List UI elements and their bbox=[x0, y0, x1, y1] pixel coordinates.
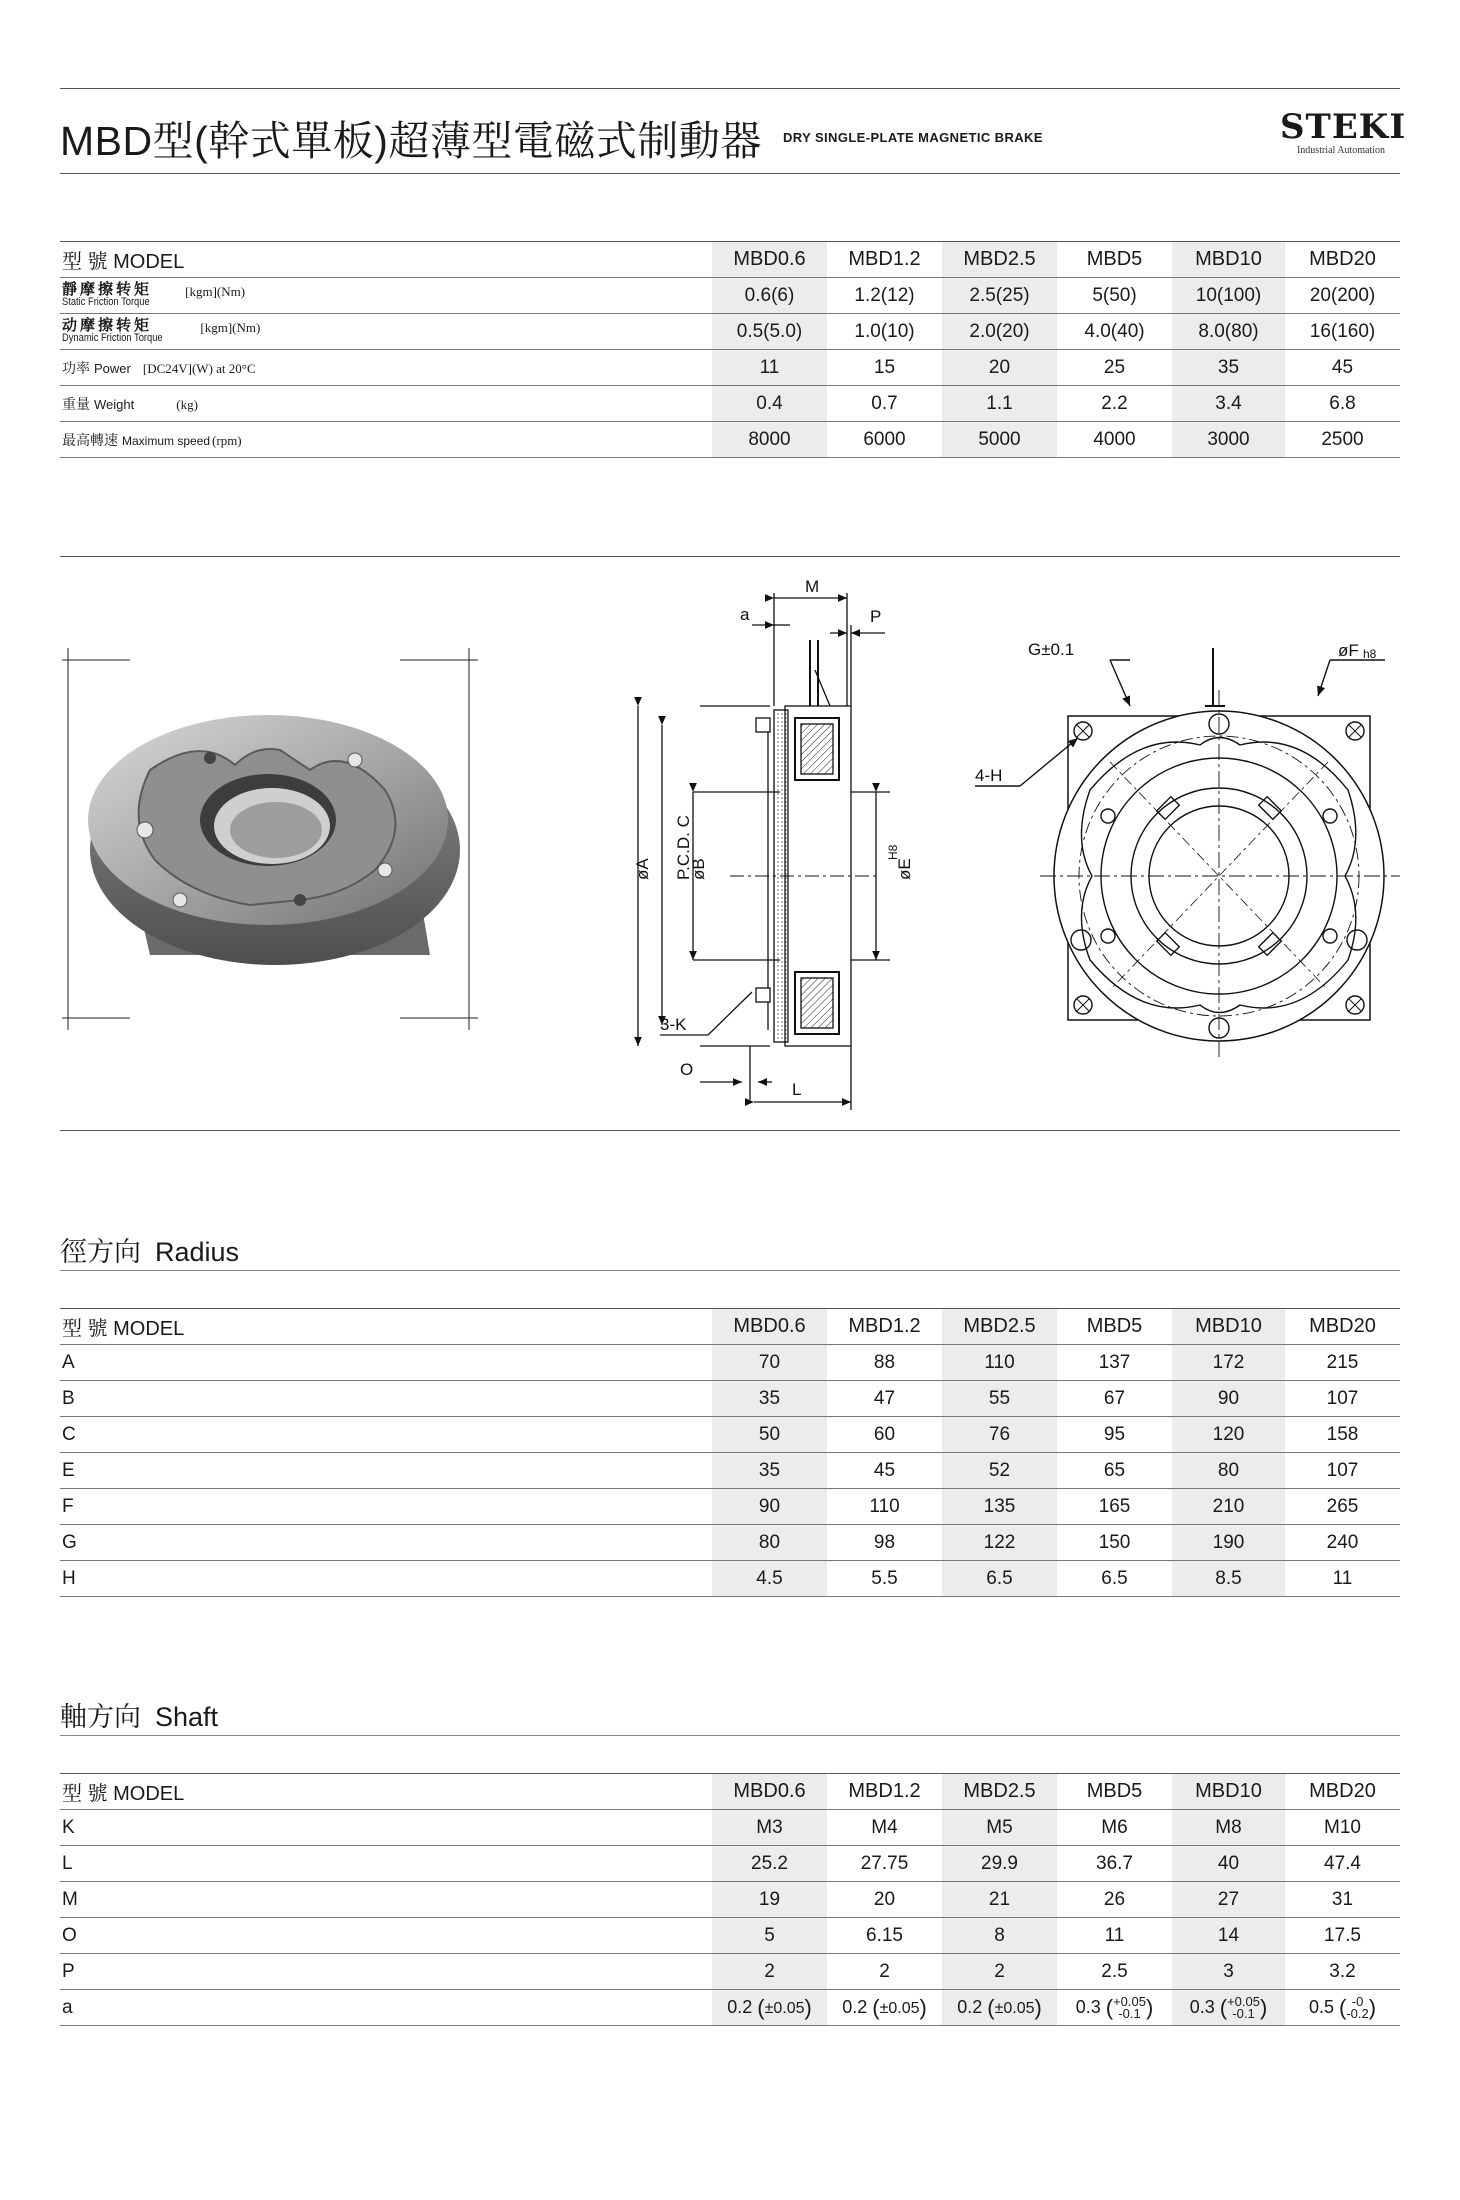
spec-label-cn: 最高轉速 bbox=[62, 431, 118, 448]
shaft-title-rule bbox=[60, 1735, 1400, 1736]
value-cell: 2 bbox=[942, 1954, 1057, 1990]
value-cell: 35 bbox=[712, 1453, 827, 1489]
value-cell: 4.5 bbox=[712, 1561, 827, 1597]
value-cell: 27.75 bbox=[827, 1846, 942, 1882]
value-cell: 31 bbox=[1285, 1882, 1400, 1918]
dimension-label: K bbox=[60, 1810, 712, 1846]
front-view-drawing bbox=[975, 648, 1400, 1060]
dim-label-p: P bbox=[870, 607, 882, 626]
model-name-cell: MBD0.6 bbox=[712, 242, 827, 278]
value-cell: 1.2(12) bbox=[827, 278, 942, 314]
radius-table bbox=[60, 1308, 1400, 1597]
value-cell: 215 bbox=[1285, 1345, 1400, 1381]
value-cell: 20 bbox=[942, 350, 1057, 386]
value-cell: 70 bbox=[712, 1345, 827, 1381]
model-name-cell: MBD2.5 bbox=[942, 242, 1057, 278]
dim-label-e-dia: øE bbox=[895, 858, 914, 880]
value-cell: 8.5 bbox=[1172, 1561, 1285, 1597]
value-cell: 65 bbox=[1057, 1453, 1172, 1489]
model-header-cell bbox=[60, 1774, 712, 1810]
spec-label-cn: 重量 bbox=[62, 395, 90, 412]
spec-label-stack bbox=[62, 280, 165, 308]
value-cell: 5.5 bbox=[827, 1561, 942, 1597]
value-cell: 6.5 bbox=[1057, 1561, 1172, 1597]
dim-label-l: L bbox=[792, 1080, 802, 1099]
model-name-cell: MBD20 bbox=[1285, 1309, 1400, 1345]
spec-unit: [kgm](Nm) bbox=[200, 319, 261, 335]
model-name-cell: MBD1.2 bbox=[827, 1309, 942, 1345]
table-row bbox=[60, 1846, 1400, 1882]
value-cell: M6 bbox=[1057, 1810, 1172, 1846]
model-header-cell bbox=[60, 242, 712, 278]
model-name-cell: MBD5 bbox=[1057, 242, 1172, 278]
model-name-cell: MBD0.6 bbox=[712, 1309, 827, 1345]
value-cell: 0.6(6) bbox=[712, 278, 827, 314]
shaft-section-title bbox=[60, 1695, 218, 1734]
page-title: MBD型(幹式單板)超薄型電磁式制動器 bbox=[60, 118, 762, 164]
tolerance-base: 0.5 bbox=[1308, 1996, 1334, 2017]
value-cell: 95 bbox=[1057, 1417, 1172, 1453]
value-cell: 90 bbox=[712, 1489, 827, 1525]
model-name-cell: MBD5 bbox=[1057, 1309, 1172, 1345]
spec-unit: [DC24V](W) at 20°C bbox=[142, 360, 256, 376]
table-row bbox=[60, 1810, 1400, 1846]
table-row bbox=[60, 1381, 1400, 1417]
tolerance-base: 0.3 bbox=[1189, 1996, 1215, 2017]
model-name-cell: MBD20 bbox=[1285, 242, 1400, 278]
dimension-label: F bbox=[60, 1489, 712, 1525]
value-cell: 6.8 bbox=[1285, 386, 1400, 422]
dimension-label: E bbox=[60, 1453, 712, 1489]
dimension-label: G bbox=[60, 1525, 712, 1561]
tolerance-value: ±0.05 bbox=[764, 1999, 805, 2017]
value-cell: 2.5 bbox=[1057, 1954, 1172, 1990]
model-name-cell: MBD1.2 bbox=[827, 242, 942, 278]
table-row bbox=[60, 1882, 1400, 1918]
table-row-a-tolerance bbox=[60, 1990, 1400, 2026]
shaft-title-cn: 軸方向 bbox=[60, 1702, 141, 1732]
value-cell: 11 bbox=[712, 350, 827, 386]
table-row bbox=[60, 1489, 1400, 1525]
tolerance-lower: -0.2 bbox=[1346, 2005, 1369, 2021]
value-cell: 172 bbox=[1172, 1345, 1285, 1381]
value-cell: 210 bbox=[1172, 1489, 1285, 1525]
value-cell: 2500 bbox=[1285, 422, 1400, 458]
spec-unit: (rpm) bbox=[212, 432, 242, 448]
spec-label-cell bbox=[60, 314, 712, 350]
table-row bbox=[60, 1345, 1400, 1381]
value-cell: 76 bbox=[942, 1417, 1057, 1453]
value-cell: 2.5(25) bbox=[942, 278, 1057, 314]
value-cell: 11 bbox=[1285, 1561, 1400, 1597]
value-cell: M3 bbox=[712, 1810, 827, 1846]
value-cell: 35 bbox=[712, 1381, 827, 1417]
spec-label-en: Maximum speed bbox=[122, 433, 211, 448]
drawing-top-rule bbox=[60, 556, 1400, 557]
value-cell: 27 bbox=[1172, 1882, 1285, 1918]
model-label-en: MODEL bbox=[113, 1783, 185, 1805]
value-cell: 150 bbox=[1057, 1525, 1172, 1561]
spec-label-cell bbox=[60, 422, 712, 458]
value-cell: 5(50) bbox=[1057, 278, 1172, 314]
table-row bbox=[60, 314, 1400, 350]
table-row bbox=[60, 278, 1400, 314]
table-header-row bbox=[60, 1309, 1400, 1345]
tolerance-lower: -0.1 bbox=[1232, 2005, 1255, 2021]
value-cell: 88 bbox=[827, 1345, 942, 1381]
model-name-cell: MBD0.6 bbox=[712, 1774, 827, 1810]
table-row bbox=[60, 1954, 1400, 1990]
value-cell: 110 bbox=[827, 1489, 942, 1525]
value-cell: 6.15 bbox=[827, 1918, 942, 1954]
table-row bbox=[60, 386, 1400, 422]
model-label-cn: 型 號 bbox=[62, 1783, 108, 1805]
spec-label-en: Dynamic Friction Torque bbox=[62, 331, 163, 344]
table-header-row bbox=[60, 242, 1400, 278]
table-row bbox=[60, 1561, 1400, 1597]
dim-label-m: M bbox=[805, 577, 820, 596]
value-cell: 4.0(40) bbox=[1057, 314, 1172, 350]
brand-logo bbox=[1280, 107, 1407, 156]
value-cell: 55 bbox=[942, 1381, 1057, 1417]
model-name-cell: MBD20 bbox=[1285, 1774, 1400, 1810]
value-cell: 107 bbox=[1285, 1381, 1400, 1417]
radius-title-en: Radius bbox=[155, 1237, 240, 1267]
value-cell: 2 bbox=[827, 1954, 942, 1990]
value-cell: 190 bbox=[1172, 1525, 1285, 1561]
value-cell: 98 bbox=[827, 1525, 942, 1561]
value-cell: 20 bbox=[827, 1882, 942, 1918]
spec-label-cn: 功率 bbox=[62, 359, 90, 376]
value-cell: 25 bbox=[1057, 350, 1172, 386]
tolerance-stack bbox=[1227, 1993, 1260, 2021]
spec-label-en: Static Friction Torque bbox=[62, 295, 150, 308]
value-cell: 0.5(5.0) bbox=[712, 314, 827, 350]
value-cell: 165 bbox=[1057, 1489, 1172, 1525]
tolerance-cell: 0.2 (±0.05) bbox=[942, 1990, 1057, 2026]
dimension-label: C bbox=[60, 1417, 712, 1453]
dimension-label: a bbox=[60, 1990, 712, 2026]
tolerance-upper: +0.05 bbox=[1113, 1993, 1146, 2009]
dimension-label: H bbox=[60, 1561, 712, 1597]
value-cell: 67 bbox=[1057, 1381, 1172, 1417]
dimension-label: P bbox=[60, 1954, 712, 1990]
table-row bbox=[60, 1525, 1400, 1561]
value-cell: M4 bbox=[827, 1810, 942, 1846]
value-cell: 5000 bbox=[942, 422, 1057, 458]
dim-label-f-dia: øF bbox=[1338, 641, 1359, 660]
value-cell: 158 bbox=[1285, 1417, 1400, 1453]
value-cell: 1.0(10) bbox=[827, 314, 942, 350]
spec-label-cell bbox=[60, 350, 712, 386]
value-cell: 26 bbox=[1057, 1882, 1172, 1918]
tolerance-stack bbox=[1113, 1993, 1146, 2021]
value-cell: M8 bbox=[1172, 1810, 1285, 1846]
dimension-label: M bbox=[60, 1882, 712, 1918]
model-name-cell: MBD10 bbox=[1172, 242, 1285, 278]
spec-unit: (kg) bbox=[176, 396, 198, 412]
value-cell: 11 bbox=[1057, 1918, 1172, 1954]
tolerance-base: 0.2 bbox=[727, 1996, 753, 2017]
dim-label-pcd-c: P.C.D. C bbox=[674, 815, 693, 880]
value-cell: 15 bbox=[827, 350, 942, 386]
value-cell: 47 bbox=[827, 1381, 942, 1417]
dim-label-o: O bbox=[680, 1060, 694, 1079]
value-cell: 135 bbox=[942, 1489, 1057, 1525]
value-cell: 6.5 bbox=[942, 1561, 1057, 1597]
value-cell: 1.1 bbox=[942, 386, 1057, 422]
value-cell: 8 bbox=[942, 1918, 1057, 1954]
value-cell: 16(160) bbox=[1285, 314, 1400, 350]
spec-table bbox=[60, 241, 1400, 458]
value-cell: M5 bbox=[942, 1810, 1057, 1846]
radius-section-title bbox=[60, 1230, 239, 1269]
model-name-cell: MBD5 bbox=[1057, 1774, 1172, 1810]
spec-unit: [kgm](Nm) bbox=[185, 283, 246, 299]
value-cell: 21 bbox=[942, 1882, 1057, 1918]
model-name-cell: MBD1.2 bbox=[827, 1774, 942, 1810]
dim-label-f-tol: h8 bbox=[1363, 647, 1377, 661]
value-cell: 52 bbox=[942, 1453, 1057, 1489]
value-cell: 2.0(20) bbox=[942, 314, 1057, 350]
value-cell: 45 bbox=[1285, 350, 1400, 386]
dim-label-e-tol: H8 bbox=[886, 844, 900, 860]
value-cell: 60 bbox=[827, 1417, 942, 1453]
tolerance-stack bbox=[1346, 1993, 1369, 2021]
tolerance-base: 0.2 bbox=[842, 1996, 868, 2017]
spec-label-stack bbox=[62, 316, 180, 344]
dim-label-g: G±0.1 bbox=[1028, 640, 1075, 659]
tolerance-cell: 0.2 (±0.05) bbox=[712, 1990, 827, 2026]
value-cell: 120 bbox=[1172, 1417, 1285, 1453]
spec-label-cn: 动摩擦转矩 bbox=[62, 316, 153, 334]
shaft-title-en: Shaft bbox=[155, 1702, 219, 1732]
tolerance-base: 0.3 bbox=[1075, 1996, 1101, 2017]
spec-label-cell bbox=[60, 386, 712, 422]
logo-subtext: Industrial Automation bbox=[1296, 145, 1386, 156]
value-cell: 2 bbox=[712, 1954, 827, 1990]
tolerance-upper: +0.05 bbox=[1227, 1993, 1260, 2009]
value-cell: 14 bbox=[1172, 1918, 1285, 1954]
value-cell: 3000 bbox=[1172, 422, 1285, 458]
model-label-en: MODEL bbox=[113, 251, 185, 273]
value-cell: 0.7 bbox=[827, 386, 942, 422]
value-cell: 20(200) bbox=[1285, 278, 1400, 314]
tolerance-value: ±0.05 bbox=[879, 1999, 920, 2017]
value-cell: 29.9 bbox=[942, 1846, 1057, 1882]
value-cell: 107 bbox=[1285, 1453, 1400, 1489]
value-cell: 0.4 bbox=[712, 386, 827, 422]
model-header-cell bbox=[60, 1309, 712, 1345]
table-header-row bbox=[60, 1774, 1400, 1810]
dimension-label: B bbox=[60, 1381, 712, 1417]
drawing-bottom-rule bbox=[60, 1130, 1400, 1131]
model-name-cell: MBD2.5 bbox=[942, 1774, 1057, 1810]
value-cell: 36.7 bbox=[1057, 1846, 1172, 1882]
value-cell: 25.2 bbox=[712, 1846, 827, 1882]
page-subtitle: DRY SINGLE-PLATE MAGNETIC BRAKE bbox=[783, 130, 1043, 145]
model-name-cell: MBD10 bbox=[1172, 1774, 1285, 1810]
value-cell: 110 bbox=[942, 1345, 1057, 1381]
value-cell: 122 bbox=[942, 1525, 1057, 1561]
value-cell: 8.0(80) bbox=[1172, 314, 1285, 350]
radius-title-rule bbox=[60, 1270, 1400, 1271]
brake-drawings bbox=[0, 560, 1460, 1130]
table-row bbox=[60, 1918, 1400, 1954]
model-label-cn: 型 號 bbox=[62, 1318, 108, 1340]
value-cell: 90 bbox=[1172, 1381, 1285, 1417]
value-cell: M10 bbox=[1285, 1810, 1400, 1846]
dim-label-a: a bbox=[740, 605, 750, 624]
logo-text: STEKI bbox=[1280, 107, 1407, 147]
model-label-en: MODEL bbox=[113, 1318, 185, 1340]
value-cell: 6000 bbox=[827, 422, 942, 458]
dim-label-3k: 3-K bbox=[660, 1015, 687, 1034]
value-cell: 5 bbox=[712, 1918, 827, 1954]
dimension-label: A bbox=[60, 1345, 712, 1381]
tolerance-base: 0.2 bbox=[957, 1996, 983, 2017]
value-cell: 19 bbox=[712, 1882, 827, 1918]
value-cell: 80 bbox=[1172, 1453, 1285, 1489]
spec-label-en: Weight bbox=[94, 396, 135, 412]
dim-label-a-dia: øA bbox=[633, 858, 652, 880]
dim-label-b-dia: øB bbox=[689, 858, 708, 880]
value-cell: 3.4 bbox=[1172, 386, 1285, 422]
dim-label-4h: 4-H bbox=[975, 766, 1003, 785]
value-cell: 50 bbox=[712, 1417, 827, 1453]
dimension-label: O bbox=[60, 1918, 712, 1954]
value-cell: 2.2 bbox=[1057, 386, 1172, 422]
tolerance-cell: 0.5 ( -0 -0.2 ) bbox=[1285, 1990, 1400, 2026]
spec-label-cell bbox=[60, 278, 712, 314]
value-cell: 45 bbox=[827, 1453, 942, 1489]
value-cell: 3 bbox=[1172, 1954, 1285, 1990]
value-cell: 17.5 bbox=[1285, 1918, 1400, 1954]
value-cell: 35 bbox=[1172, 350, 1285, 386]
value-cell: 3.2 bbox=[1285, 1954, 1400, 1990]
dimension-label: L bbox=[60, 1846, 712, 1882]
tolerance-upper: -0 bbox=[1351, 1993, 1364, 2009]
tolerance-cell: 0.2 (±0.05) bbox=[827, 1990, 942, 2026]
value-cell: 80 bbox=[712, 1525, 827, 1561]
value-cell: 4000 bbox=[1057, 422, 1172, 458]
tolerance-value: ±0.05 bbox=[994, 1999, 1035, 2017]
model-name-cell: MBD10 bbox=[1172, 1309, 1285, 1345]
spec-label-cn: 靜摩擦转矩 bbox=[62, 280, 153, 298]
spec-label-en: Power bbox=[94, 360, 131, 376]
table-row bbox=[60, 1453, 1400, 1489]
header-bottom-rule bbox=[60, 173, 1400, 174]
value-cell: 265 bbox=[1285, 1489, 1400, 1525]
value-cell: 137 bbox=[1057, 1345, 1172, 1381]
table-row bbox=[60, 1417, 1400, 1453]
tolerance-cell: 0.3 ( +0.05 -0.1 ) bbox=[1057, 1990, 1172, 2026]
table-row bbox=[60, 422, 1400, 458]
tolerance-cell: 0.3 ( +0.05 -0.1 ) bbox=[1172, 1990, 1285, 2026]
model-name-cell: MBD2.5 bbox=[942, 1309, 1057, 1345]
value-cell: 40 bbox=[1172, 1846, 1285, 1882]
value-cell: 240 bbox=[1285, 1525, 1400, 1561]
value-cell: 47.4 bbox=[1285, 1846, 1400, 1882]
shaft-table bbox=[60, 1773, 1400, 2026]
model-label-cn: 型 號 bbox=[62, 251, 108, 273]
radius-title-cn: 徑方向 bbox=[60, 1237, 141, 1267]
brake-photo bbox=[62, 648, 478, 1030]
tolerance-lower: -0.1 bbox=[1118, 2005, 1141, 2021]
value-cell: 8000 bbox=[712, 422, 827, 458]
value-cell: 10(100) bbox=[1172, 278, 1285, 314]
table-row bbox=[60, 350, 1400, 386]
top-rule bbox=[60, 88, 1400, 89]
